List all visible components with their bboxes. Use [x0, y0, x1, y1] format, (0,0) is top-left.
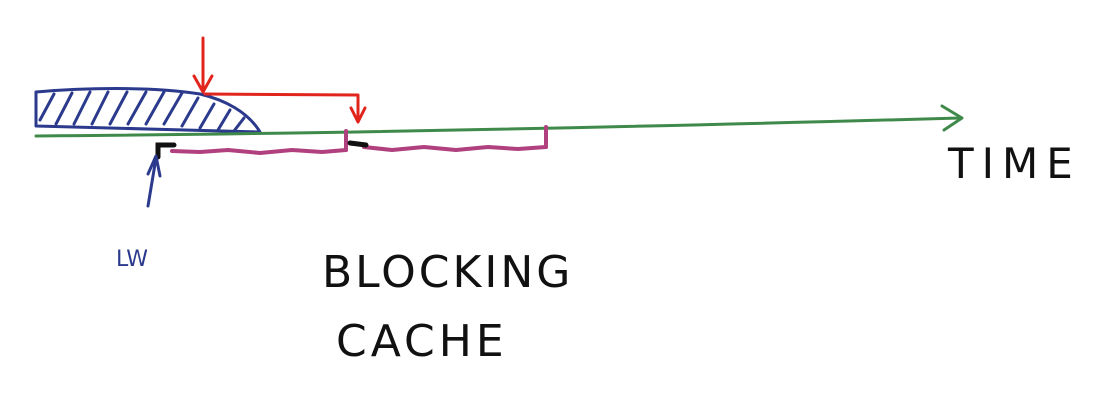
red-arrows [194, 38, 365, 122]
time-axis [36, 106, 962, 136]
lw-label: LW [116, 247, 148, 272]
time-label: TIME [948, 139, 1081, 188]
lw-arrow [148, 156, 160, 206]
caption-line-2: CACHE [336, 316, 508, 367]
caption-line-1: BLOCKING [322, 247, 574, 298]
